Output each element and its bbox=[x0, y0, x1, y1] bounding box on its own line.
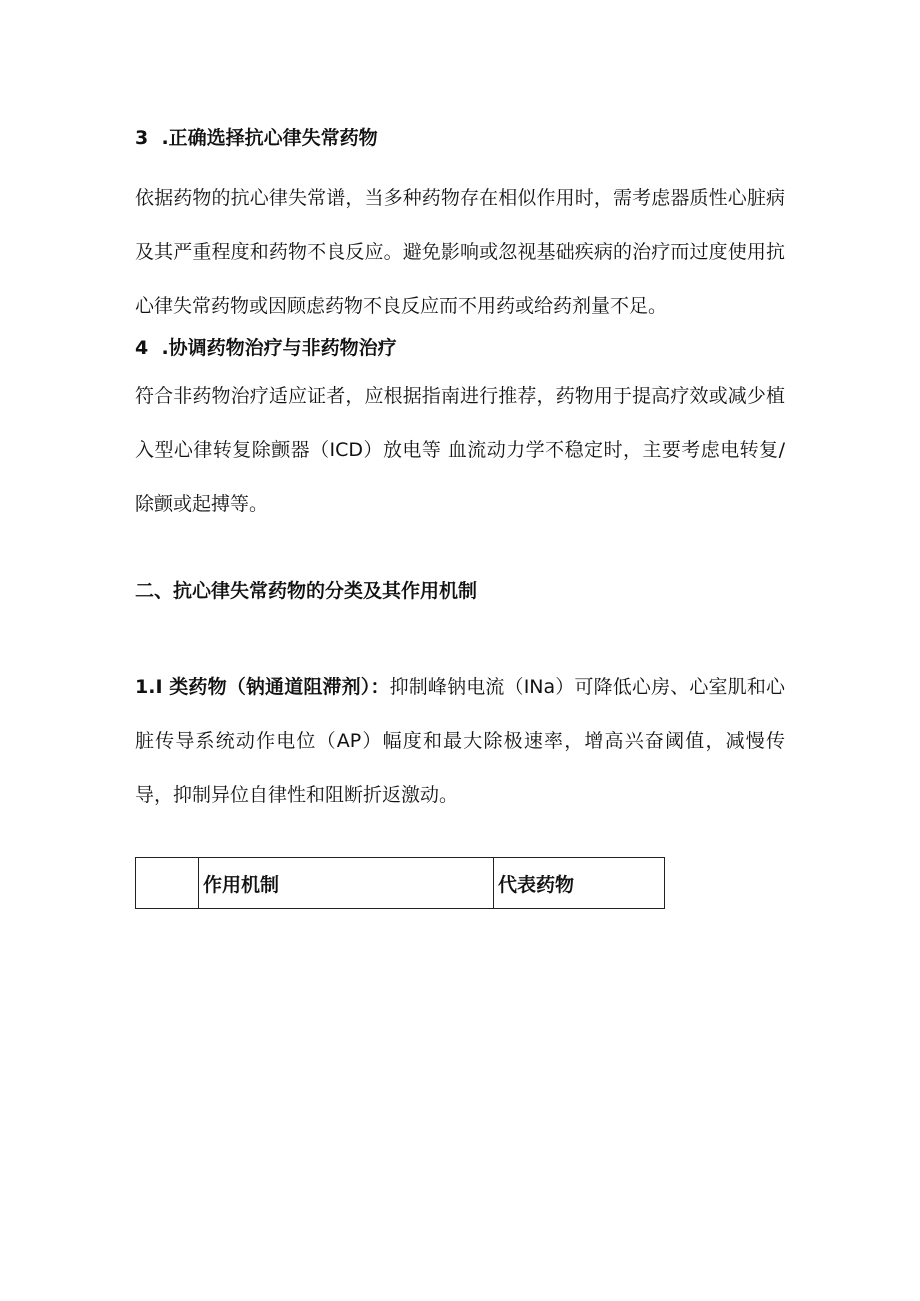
table-header-row bbox=[136, 858, 665, 909]
section-3-paragraph: 依据药物的抗心律失常谱，当多种药物存在相似作用时，需考虑器质性心脏病及其严重程度和药物不良反应。避免影响或忽视基础疾病的治疗而过度使用抗心律失常药物或因顾虑药物不良反应而不用药或给药剂量不足。 bbox=[135, 187, 785, 317]
section-4-paragraph: 符合非药物治疗适应证者，应根据指南进行推荐，药物用于提高疗效或减少植入型心律转复除颤器（ICD）放电等 血流动力学不稳定时，主要考虑电转复/除颤或起搏等。 bbox=[135, 385, 785, 515]
drug-class-table bbox=[135, 857, 665, 909]
class-1-lead: 1.I 类药物（钠通道阻滞剂）： bbox=[135, 676, 390, 698]
section-4-heading: 4 .协调药物治疗与非药物治疗 bbox=[135, 337, 397, 359]
class-1-paragraph bbox=[135, 660, 785, 822]
table-header-drugs: 代表药物 bbox=[494, 858, 665, 909]
section-3-heading: 3 .正确选择抗心律失常药物 bbox=[135, 127, 378, 149]
table-header-mechanism: 作用机制 bbox=[199, 858, 494, 909]
class-1-body: 抑制峰钠电流（INa）可降低心房、心室肌和心脏传导系统动作电位（AP）幅度和最大除极速率，增高兴奋阈值，减慢传导，抑制异位自律性和阻断折返激动。 bbox=[135, 676, 785, 806]
part-2-heading: 二、抗心律失常药物的分类及其作用机制 bbox=[135, 580, 478, 602]
table-header-blank bbox=[136, 858, 199, 909]
